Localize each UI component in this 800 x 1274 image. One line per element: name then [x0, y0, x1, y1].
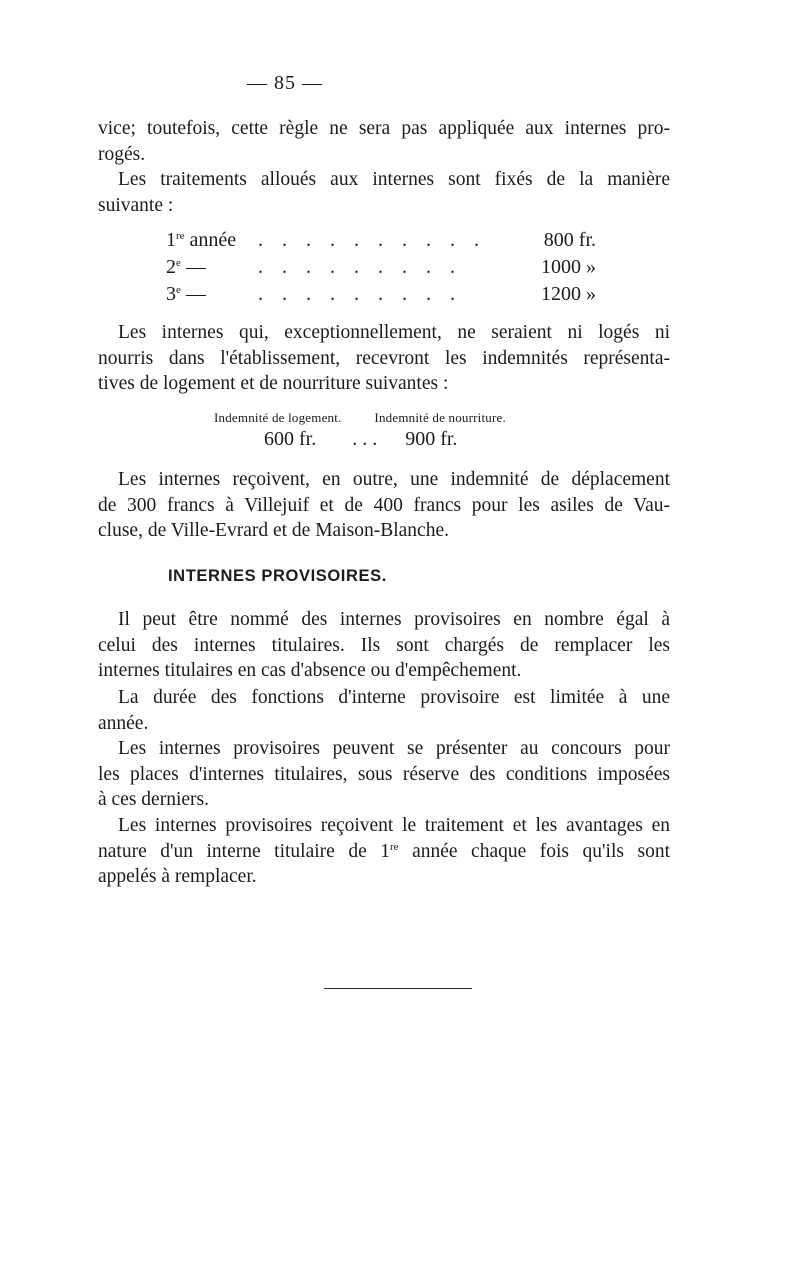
text-line: suivante :: [98, 194, 174, 216]
paragraph-1: [98, 116, 670, 167]
paragraph-8: [98, 813, 670, 890]
text-line: nature d'un interne titulaire de 1re année chaque fois qu'ils sont: [98, 840, 670, 862]
salary-amount: 1200 »: [541, 283, 596, 305]
text-line: La durée des fonctions d'interne provisoire est limitée à une: [118, 687, 670, 708]
section-heading: INTERNES PROVISOIRES.: [168, 567, 387, 585]
text-line: Les internes reçoivent, en outre, une indemnité de déplacement: [118, 469, 670, 490]
text-line: les places d'internes titulaires, sous réserve des conditions imposées: [98, 763, 670, 785]
paragraph-2: [98, 167, 670, 218]
paragraph-4: [98, 467, 670, 544]
leader-dots: . . . . . . . . .: [258, 283, 462, 305]
text-line: internes titulaires en cas d'absence ou d'empêchement.: [98, 660, 522, 681]
salary-row-year-2: [166, 256, 596, 282]
text-line: à ces derniers.: [98, 789, 209, 810]
paragraph-7: [98, 736, 670, 813]
salary-row-year-3: [166, 283, 596, 309]
text-line: Les traitements alloués aux internes sont fixés de la manière: [118, 169, 670, 190]
text-line: celui des internes titulaires. Ils sont chargés de remplacer les: [98, 634, 670, 656]
text-line: année.: [98, 712, 149, 734]
paragraph-5: [98, 607, 670, 684]
text-line: Les internes provisoires peuvent se présenter au concours pour: [118, 738, 670, 759]
text-line: tives de logement et de nourriture suivantes :: [98, 373, 449, 394]
text-line: vice; toutefois, cette règle ne sera pas appliquée aux internes pro-: [98, 118, 670, 139]
salary-amount: 1000 »: [541, 256, 596, 278]
text-line: cluse, de Ville-Evrard et de Maison-Blanche.: [98, 520, 449, 541]
end-rule: [324, 988, 472, 989]
text-line: rogés.: [98, 143, 146, 165]
leader-dots: . . . . . . . . . .: [258, 229, 486, 251]
housing-indemnity-value: 600 fr.: [264, 428, 317, 450]
leader-dots: . . .: [352, 428, 378, 450]
food-indemnity-value: 900 fr.: [405, 428, 458, 450]
paragraph-6: [98, 685, 670, 736]
text-line: de 300 francs à Villejuif et de 400 francs pour les asiles de Vau-: [98, 494, 670, 516]
housing-indemnity-label: Indemnité de logement.: [214, 410, 342, 425]
text-line: Les internes provisoires reçoivent le traitement et les avantages en: [118, 815, 670, 836]
salary-year-label: 2e —: [166, 256, 206, 278]
salary-year-label: 1re année: [166, 229, 237, 251]
salary-amount: 800 fr.: [543, 229, 596, 251]
salary-year-label: 3e —: [166, 283, 206, 305]
text-line: Les internes qui, exceptionnellement, ne seraient ni logés ni: [118, 322, 670, 343]
food-indemnity-label: Indemnité de nourriture.: [374, 410, 506, 425]
salary-row-year-1: [166, 229, 596, 255]
paragraph-3: [98, 320, 670, 397]
text-line: appelés à remplacer.: [98, 866, 257, 887]
leader-dots: . . . . . . . . .: [258, 256, 462, 278]
text-line: nourris dans l'établissement, recevront les indemnités représenta-: [98, 347, 670, 369]
page-number: — 85 —: [247, 72, 323, 94]
indemnity-headers: [214, 410, 506, 426]
indemnity-values: [264, 428, 457, 451]
text-line: Il peut être nommé des internes provisoires en nombre égal à: [118, 609, 670, 630]
